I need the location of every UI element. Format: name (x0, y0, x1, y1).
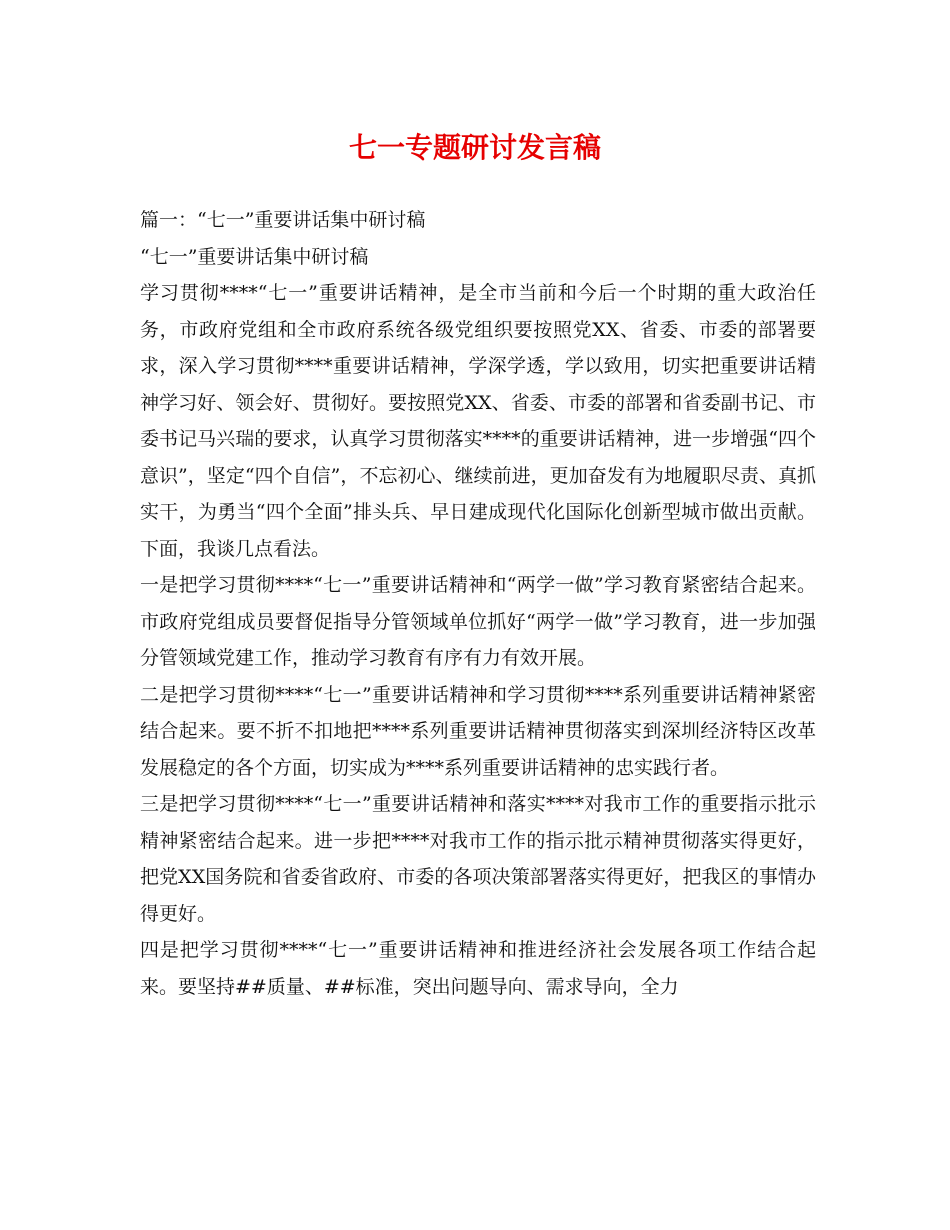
document-body (140, 202, 816, 1005)
sub-heading: “七一”重要讲话集中研讨稿 (140, 245, 369, 268)
point-four-paragraph: 四是把学习贯彻****“七一”重要讲话精神和推进经济社会发展各项工作结合起来。要坚持##质量、##标准，突出问题导向、需求导向，全力 (140, 939, 816, 998)
section-heading: 篇一：“七一”重要讲话集中研讨稿 (140, 209, 426, 231)
point-three-paragraph: 三是把学习贯彻****“七一”重要讲话精神和落实****对我市工作的重要指示批示精神紧密结合起来。进一步把****对我市工作的指示批示精神贯彻落实得更好，把党XX国务院和省委省政府、市委的各项决策部署落实得更好，把我区的事情办得更好。 (140, 793, 816, 925)
document-title: 七一专题研讨发言稿 (348, 131, 601, 164)
point-two-paragraph: 二是把学习贯彻****“七一”重要讲话精神和学习贯彻****系列重要讲话精神紧密结合起来。要不折不扣地把****系列重要讲话精神贯彻落实到深圳经济特区改革发展稳定的各个方面，切实成为****系列重要讲话精神的忠实践行者。 (140, 683, 816, 779)
intro-paragraph: 学习贯彻****“七一”重要讲话精神，是全市当前和今后一个时期的重大政治任务，市政府党组和全市政府系统各级党组织要按照党XX、省委、市委的部署要求，深入学习贯彻****重要讲话精神，学深学透，学以致用，切实把重要讲话精神学习好、领会好、贯彻好。要按照党XX、省委、市委的部署和省委副书记、市委书记马兴瑞的要求，认真学习贯彻落实****的重要讲话精神，进一步增强“四个意识”，坚定“四个自信”，不忘初心、继续前进，更加奋发有为地履职尽责、真抓实干，为勇当“四个全面”排头兵、早日建成现代化国际化创新型城市做出贡献。下面，我谈几点看法。 (140, 282, 816, 560)
point-one-paragraph: 一是把学习贯彻****“七一”重要讲话精神和“两学一做”学习教育紧密结合起来。市政府党组成员要督促指导分管领域单位抓好“两学一做”学习教育，进一步加强分管领域党建工作，推动学习教育有序有力有效开展。 (140, 574, 816, 669)
